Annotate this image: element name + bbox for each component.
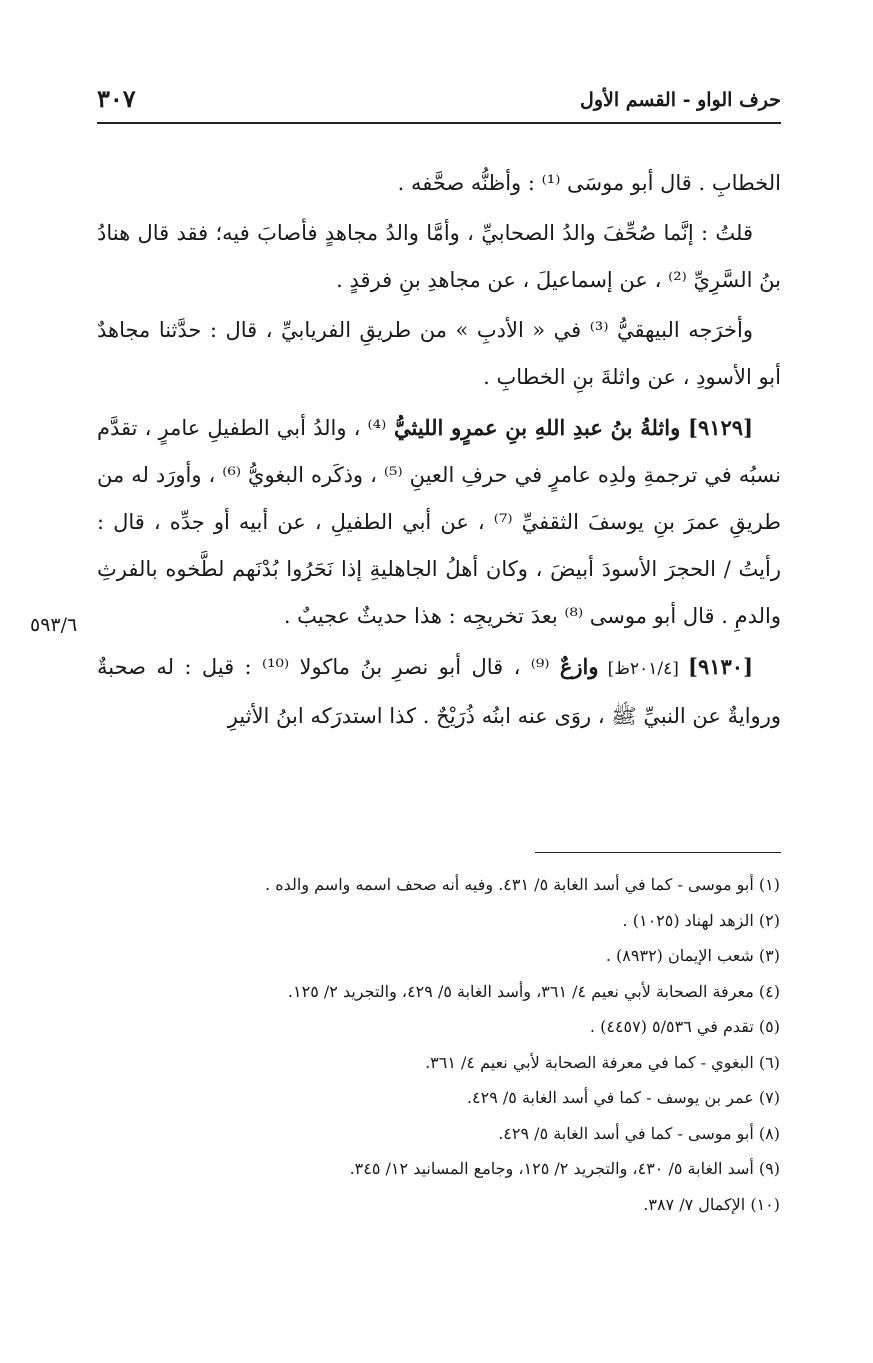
footnote-item: (٥) تقدم في ٥/٥٣٦ (٤٤٥٧) .: [589, 1017, 780, 1036]
manuscript-ref: [٢٠١/٤ظ]: [598, 659, 688, 679]
paragraph-3: وأخرَجه البيهقيُّ ⁽³⁾ في « الأدبِ » من طريقِ الفريابيِّ ، قال : حدَّثنا مجاهدٌ أبو الأسودِ ، عن واثلةَ بنِ الخطابِ .: [97, 318, 781, 389]
paragraph-1: الخطابِ . قال أبو موسَى ⁽¹⁾ : وأظنُّه صحَّفه .: [397, 171, 781, 195]
entry-9130: [97, 643, 781, 740]
footnote-item: (١٠) الإكمال ٧/ ٣٨٧.: [643, 1194, 780, 1214]
footnote-item: (٨) أبو موسى - كما في أسد الغابة ٥/ ٤٢٩.: [498, 1123, 780, 1143]
main-text: [97, 160, 781, 820]
entry-text: ⁽⁹⁾ ، قال أبو نصرِ بنُ ماكولا ⁽¹⁰⁾ : قيل : له صحبةٌ وروايةٌ عن النبيِّ ﷺ ، روَى عنه ابنُه ذُرَيْحٌ . كذا استدرَكه ابنُ الأثيرِ: [97, 655, 781, 728]
running-head: حرف الواو - القسم الأول: [580, 89, 781, 111]
page-number: ٣٠٧: [97, 84, 136, 113]
entry-heading: واثلةُ بنُ عبدِ اللهِ بنِ عمرٍو الليثيُّ: [386, 415, 689, 440]
paragraph-2: قلتُ : إنَّما صُحِّفَ والدُ الصحابيِّ ، وأمَّا والدُ مجاهدٍ فأصابَ فيه؛ فقد قال هنادُ بنُ السَّرِيِّ ⁽²⁾ ، عن إسماعيلَ ، عن مجاهدِ بنِ فرقدٍ .: [97, 221, 781, 292]
entry-9129: [97, 404, 781, 640]
page-header: [97, 84, 781, 118]
footnote-rule: [535, 852, 781, 853]
entry-text: ⁽⁴⁾ ، والدُ أبي الطفيلِ عامرٍ ، تقدَّم نسبُه في ترجمةِ ولدِه عامرٍ في حرفِ العينِ ⁽⁵⁾ ، وذكَره البغويُّ ⁽⁶⁾ ، وأورَد له من طريقِ عمرَ بنِ يوسفَ الثقفيِّ ⁽⁷⁾ ، عن أبي الطفيلِ ، عن أبيه أو جدِّه ، قال : رأيتُ / الحجرَ الأسودَ أبيضَ ، وكان أهلُ الجاهليةِ إذا نَحَرُوا بُدْنَهم لطَّخوه بالفرثِ والدمِ . قال أبو موسى ⁽⁸⁾ بعدَ تخريجِه : هذا حديثٌ عجيبٌ .: [97, 416, 781, 628]
margin-page-reference: ٥٩٣/٦: [30, 614, 78, 636]
footnote-item: (٣) شعب الإيمان (٨٩٣٢) .: [605, 946, 780, 965]
footnotes: [150, 867, 780, 1222]
entry-number: [٩١٣٠]: [688, 654, 753, 679]
footnote-item: (٢) الزهد لهناد (١٠٢٥) .: [622, 910, 780, 930]
footnote-item: (٤) معرفة الصحابة لأبي نعيم ٤/ ٣٦١، وأسد الغابة ٥/ ٤٢٩، والتجريد ٢/ ١٢٥.: [287, 981, 780, 1001]
entry-number: [٩١٢٩]: [688, 415, 754, 440]
footnote-item: (١) أبو موسى - كما في أسد الغابة ٥/ ٤٣١. وفيه أنه صحف اسمه واسم والده .: [265, 875, 780, 894]
entry-heading: وازعٌ: [559, 654, 599, 679]
header-rule: [97, 122, 781, 124]
footnote-item: (٧) عمر بن يوسف - كما في أسد الغابة ٥/ ٤٢٩.: [466, 1088, 780, 1107]
footnote-item: (٩) أسد الغابة ٥/ ٤٣٠، والتجريد ٢/ ١٢٥، وجامع المسانيد ١٢/ ٣٤٥.: [349, 1159, 780, 1178]
footnote-item: (٦) البغوي - كما في معرفة الصحابة لأبي نعيم ٤/ ٣٦١.: [425, 1052, 780, 1072]
